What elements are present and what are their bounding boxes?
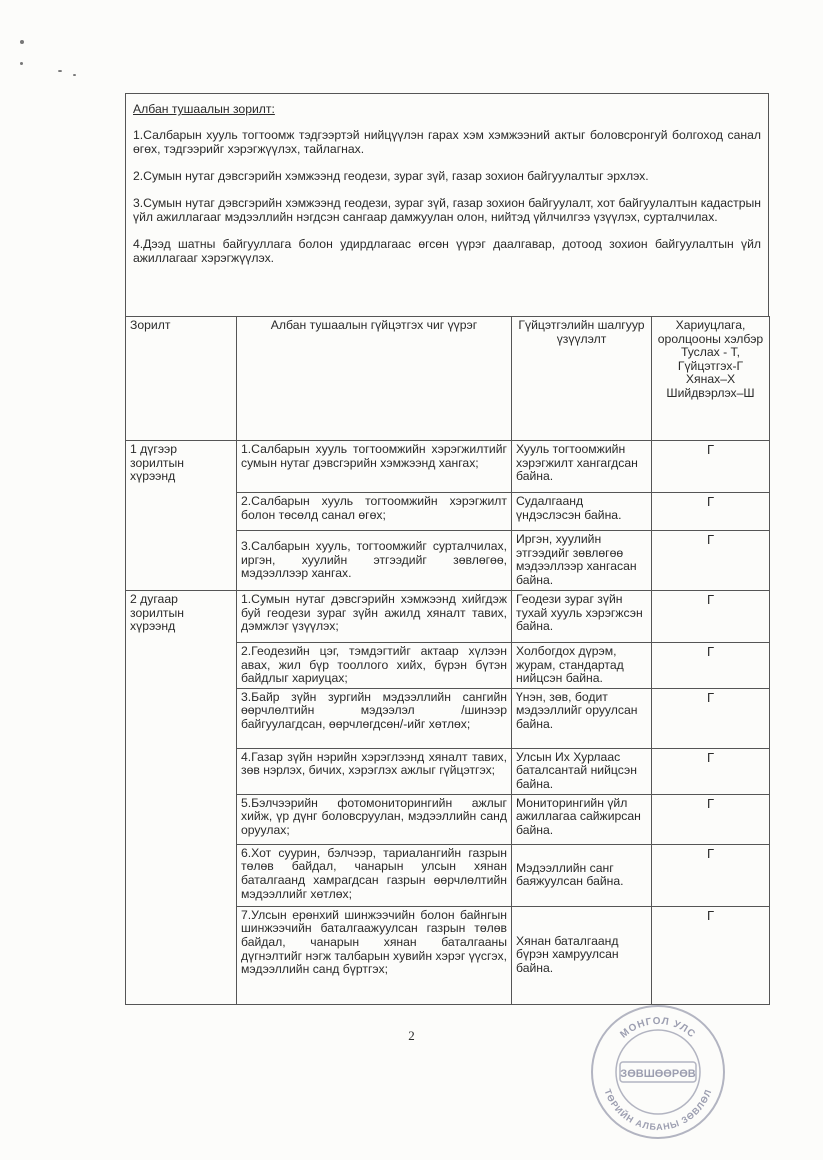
goal-item-3: 3.Сумын нутаг дэвсгэрийн хэмжээнд геодези, зураг зүй, газар зохион байгуулалт, хот байгуулалтын кадастрын үйл ажиллагааг мэдээллийн нэгдсэн сангаар дамжуулан олон, нийтэд үйлчилгээ үзүүлэх, сурталчилах.: [133, 196, 761, 224]
criteria-cell: Улсын Их Хурлаас баталсантай нийцсэн байна.: [512, 748, 652, 794]
criteria-cell: Хууль тогтоомжийн хэрэгжилт хангагдсан байна.: [512, 441, 652, 493]
duty-cell: 2.Геодезийн цэг, тэмдэгтийг актаар хүлээн авах, жил бүр тооллого хийх, бүрэн бүтэн байдлыг хариуцах;: [237, 643, 512, 689]
duty-cell: 3.Байр зүйн зургийн мэдээллийн сангийн өөрчлөлтийн мэдээлэл /шинээр байгуулагдсан, өөрчлөгдсөн/-ийг хөтлөх;: [237, 688, 512, 748]
criteria-cell: Иргэн, хуулийн этгээдийг зөвлөгөө мэдээллээр хангасан байна.: [512, 531, 652, 591]
criteria-cell: Судалгаанд үндэслэсэн байна.: [512, 493, 652, 531]
goal-item-1: 1.Салбарын хууль тогтоомж тэдгээртэй нийцүүлэн гарах хэм хэмжээний актыг боловсронгуй болгоход санал өгөх, тэдгээрийг хэрэгжүүлэх, тайлагнах.: [133, 128, 761, 156]
table-header-row: [126, 317, 770, 441]
approval-stamp: [588, 1002, 728, 1142]
header-duty: Албан тушаалын гүйцэтгэх чиг үүрэг: [237, 317, 512, 441]
duty-cell: 6.Хот суурин, бэлчээр, тариалангийн газрын төлөв байдал, чанарын улсын хянан баталгаанд хамрагдсан газрын өөрчлөлтийн мэдээллийг хөтлөх;: [237, 844, 512, 906]
scan-artifacts: [18, 28, 138, 88]
stamp-center-text: ЗӨВШӨӨРӨВ: [620, 1068, 696, 1080]
responsibility-cell: Г: [652, 688, 770, 748]
svg-text:МОНГОЛ УЛС: [618, 1016, 697, 1041]
header-criteria: Гүйцэтгэлийн шалгуур үзүүлэлт: [512, 317, 652, 441]
responsibility-cell: Г: [652, 794, 770, 844]
responsibility-cell: Г: [652, 643, 770, 689]
responsibility-cell: Г: [652, 441, 770, 493]
responsibility-cell: Г: [652, 531, 770, 591]
criteria-cell: Мэдээллийн санг баяжуулсан байна.: [512, 844, 652, 906]
criteria-cell: Хянан баталгаанд бүрэн хамруулсан байна.: [512, 906, 652, 1004]
duty-cell: 2.Салбарын хууль тогтоомжийн хэрэгжилт болон төсөлд санал өгөх;: [237, 493, 512, 531]
duty-cell: 4.Газар зүйн нэрийн хэрэглээнд хяналт тавих, зөв нэрлэх, бичих, хэрэглэх ажлыг гүйцэтгэх;: [237, 748, 512, 794]
duty-cell: 3.Салбарын хууль, тогтоомжийг сурталчилах, иргэн, хуулийн этгээдийг зөвлөгөө, мэдээллээр хангах.: [237, 531, 512, 591]
header-goal: Зорилт: [126, 317, 237, 441]
responsibility-cell: Г: [652, 906, 770, 1004]
goal-cell-1: 1 дүгээр зорилтын хүрээнд: [126, 441, 237, 591]
duty-cell: 7.Улсын ерөнхий шинжээчийн болон байнгын шинжээчийн баталгаажуулсан газрын төлөв байдал, чанарын хянан баталгааны дүгнэлтийг нэгж талбарын хувийн хэрэг үүсгэх, мэдээллийн санд бүртгэх;: [237, 906, 512, 1004]
goal-cell-2: 2 дугаар зорилтын хүрээнд: [126, 591, 237, 1005]
goal-item-4: 4.Дээд шатны байгууллага болон удирдлагаас өгсөн үүрэг даалгавар, дотоод зохион байгуулалтын үйл ажиллагааг хэрэгжүүлэх.: [133, 237, 761, 265]
position-goals-section: [125, 93, 769, 316]
page-number: 2: [408, 1028, 415, 1043]
table-row: [126, 441, 770, 493]
responsibility-cell: Г: [652, 748, 770, 794]
duties-table: [125, 316, 770, 1005]
duty-cell: 1.Сумын нутаг дэвсгэрийн хэмжээнд хийгдэж буй геодези зураг зүйн ажилд хяналт тавих, дэмжлэг үзүүлэх;: [237, 591, 512, 643]
duty-cell: 1.Салбарын хууль тогтоомжийн хэрэгжилтийг сумын нутаг дэвсгэрийн хэмжээнд хангах;: [237, 441, 512, 493]
duty-cell: 5.Бэлчээрийн фотомониторингийн ажлыг хийж, үр дүнг боловсруулан, мэдээллийн санд оруулах;: [237, 794, 512, 844]
responsibility-cell: Г: [652, 493, 770, 531]
criteria-cell: Геодези зураг зүйн тухай хууль хэрэгжсэн байна.: [512, 591, 652, 643]
stamp-ring-top-text: МОНГОЛ УЛС: [618, 1015, 698, 1041]
stamp-ring-bottom-text: ТӨРИЙН АЛБАНЫ ЗӨВЛӨЛ: [602, 1087, 714, 1133]
criteria-cell: Үнэн, зөв, бодит мэдээллийг оруулсан байна.: [512, 688, 652, 748]
responsibility-cell: Г: [652, 591, 770, 643]
table-row: [126, 591, 770, 643]
criteria-cell: Мониторингийн үйл ажиллагаа сайжирсан байна.: [512, 794, 652, 844]
responsibility-cell: Г: [652, 844, 770, 906]
goals-heading: Албан тушаалын зорилт:: [133, 102, 275, 116]
criteria-cell: Холбогдох дүрэм, журам, стандартад нийцсэн байна.: [512, 643, 652, 689]
goal-item-2: 2.Сумын нутаг дэвсгэрийн хэмжээнд геодези, зураг зүй, газар зохион байгуулалтыг эрхлэх.: [133, 169, 649, 183]
header-responsibility: Хариуцлага, оролцооны хэлбэр Туслах - Т, Гүйцэтгэх-Г Хянах–Х Шийдвэрлэх–Ш: [652, 317, 770, 441]
